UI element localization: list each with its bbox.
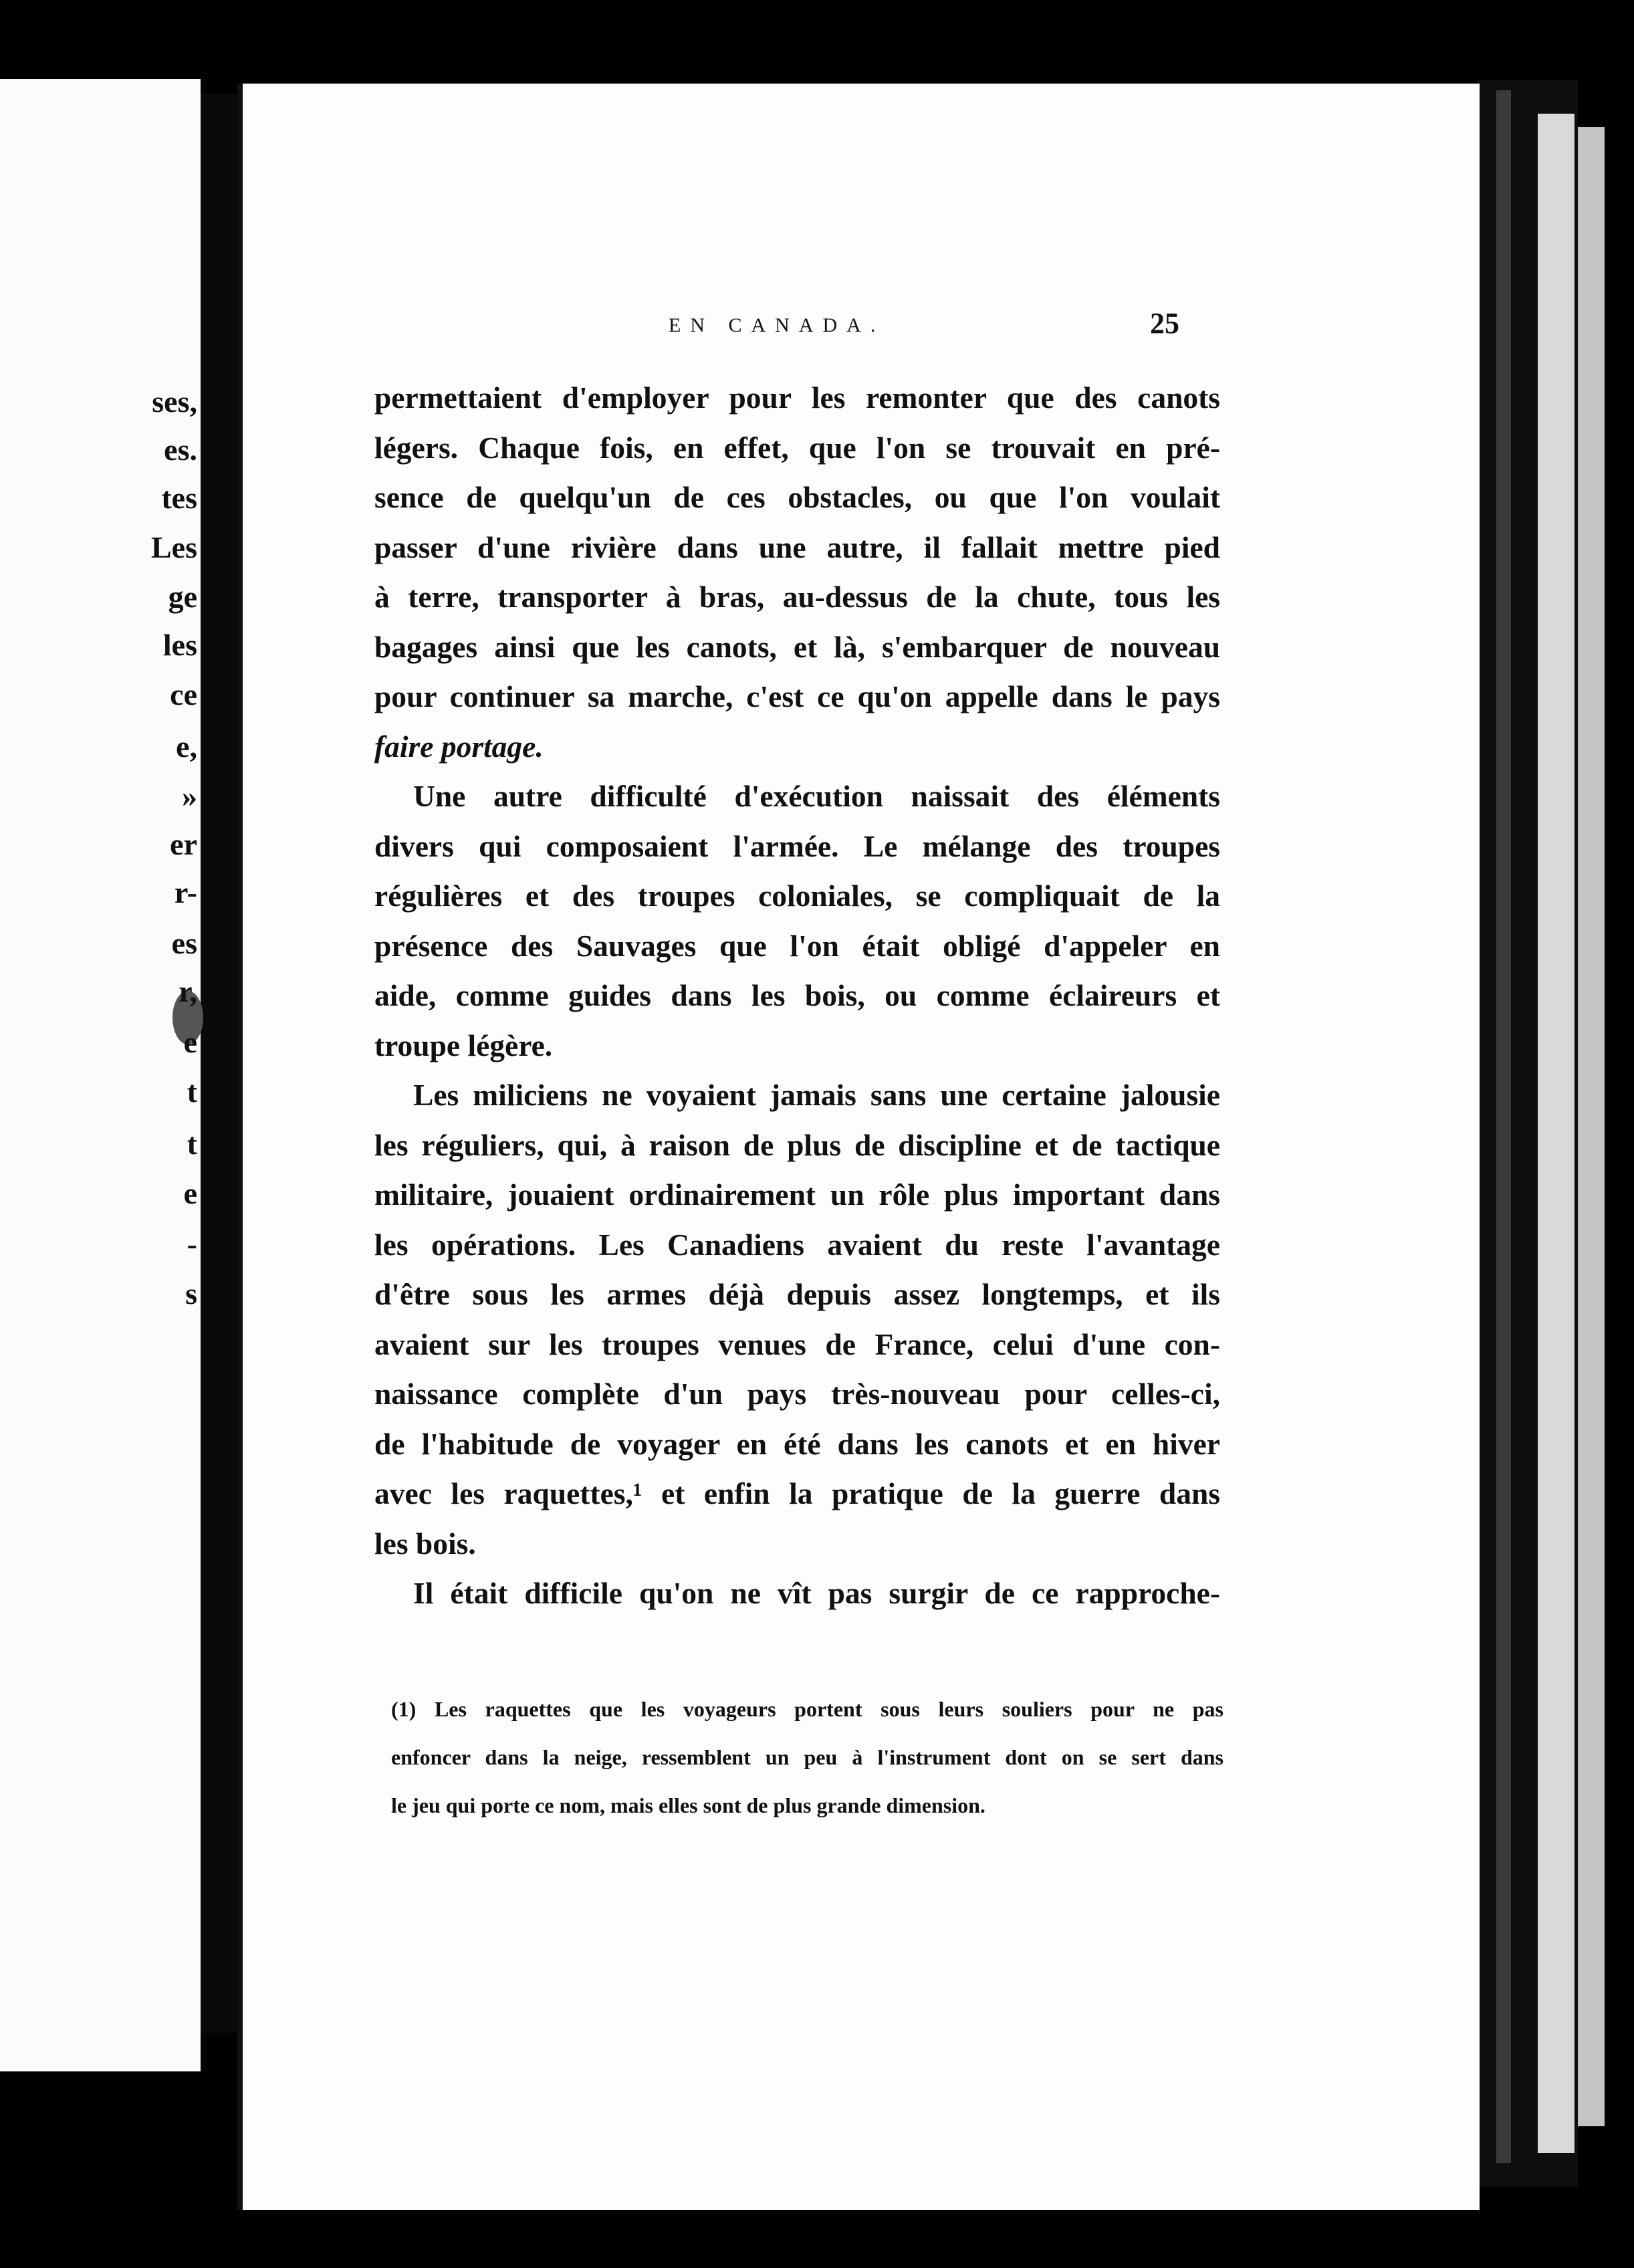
text-line: Les miliciens ne voyaient jamais sans une certaine jalousie [413,1078,1220,1112]
left-page-fragment: ce [170,677,197,711]
running-head: EN CANADA. [669,314,885,336]
left-page-fragment: r- [174,875,197,909]
text-line: divers qui composaient l'armée. Le mélange des troupes [374,828,1220,863]
text-line: Une autre difficulté d'exécution naissait des éléments [413,779,1220,813]
left-page-fragment: r, [179,974,197,1008]
text-line: régulières et des troupes coloniales, se compliquait de la [374,879,1220,913]
text-line: les réguliers, qui, à raison de plus de discipline et de tactique [374,1127,1220,1162]
text-line: pour continuer sa marche, c'est ce qu'on appelle dans le pays [374,679,1220,713]
left-page [0,79,201,2071]
page-edge-strip [1538,114,1574,2153]
left-page-fragment: es [171,926,197,960]
left-page-fragment: er [170,827,197,861]
text-line: bagages ainsi que les canots, et là, s'embarquer de nouveau [374,629,1220,664]
left-page-fragment: e [183,1176,197,1210]
left-page-fragment: s [185,1276,197,1311]
left-page-fragment: t [187,1074,197,1109]
text-line: passer d'une rivière dans une autre, il fallait mettre pied [374,530,1220,564]
text-line: troupe légère. [374,1028,553,1062]
text-line: avaient sur les troupes venues de France, celui d'une con- [374,1327,1220,1361]
left-page-fragment: les [162,628,197,662]
left-page-fragment: e [183,1025,197,1059]
text-line: d'être sous les armes déjà depuis assez longtemps, et ils [374,1277,1220,1311]
footnote-line: enfoncer dans la neige, ressemblent un peu à l'instrument dont on se sert dans [391,1745,1223,1769]
text-line [374,722,1220,772]
text-line: de l'habitude de voyager en été dans les canots et en hiver [374,1426,1220,1461]
page-edge-strip [1578,127,1605,2126]
text-line: aide, comme guides dans les bois, ou comme éclaireurs et [374,978,1220,1012]
text-line: militaire, jouaient ordinairement un rôle plus important dans [374,1177,1220,1212]
left-page-fragment: t [187,1127,197,1161]
left-page-fragment: ge [168,580,197,614]
book-gutter [201,94,241,2033]
body-text [374,373,1220,1619]
text-line: naissance complète d'un pays très-nouveau pour celles-ci, [374,1377,1220,1411]
footnote-line: le jeu qui porte ce nom, mais elles sont de plus grande dimension. [391,1793,985,1817]
text-line: sence de quelqu'un de ces obstacles, ou que l'on voulait [374,480,1220,514]
left-page-fragment: e, [176,729,197,764]
left-page-fragment: » [182,779,197,813]
left-page-fragment: Les [151,530,197,564]
page-number: 25 [1150,307,1179,340]
left-page-fragment: tes [161,481,197,515]
footnote-line: (1) Les raquettes que les voyageurs portent sous leurs souliers pour ne pas [391,1697,1223,1721]
left-page-fragment: es. [164,433,197,467]
text-line: les bois. [374,1526,476,1561]
italic-term: faire portage. [374,729,544,764]
text-line: légers. Chaque fois, en effet, que l'on se trouvait en pré- [374,430,1220,465]
page-edge-strip [1496,90,1511,2163]
footnote [391,1685,1223,1829]
text-line: à terre, transporter à bras, au-dessus de la chute, tous les [374,580,1220,614]
text-line: les opérations. Les Canadiens avaient du reste l'avantage [374,1227,1220,1262]
left-page-fragment: ses, [152,384,197,419]
text-line: avec les raquettes,¹ et enfin la pratique de la guerre dans [374,1476,1220,1510]
text-line: Il était difficile qu'on ne vît pas surgir de ce rapproche- [413,1576,1220,1610]
left-page-fragment: - [187,1227,197,1261]
text-line: présence des Sauvages que l'on était obligé d'appeler en [374,928,1220,963]
text-line: permettaient d'employer pour les remonter que des canots [374,380,1220,415]
